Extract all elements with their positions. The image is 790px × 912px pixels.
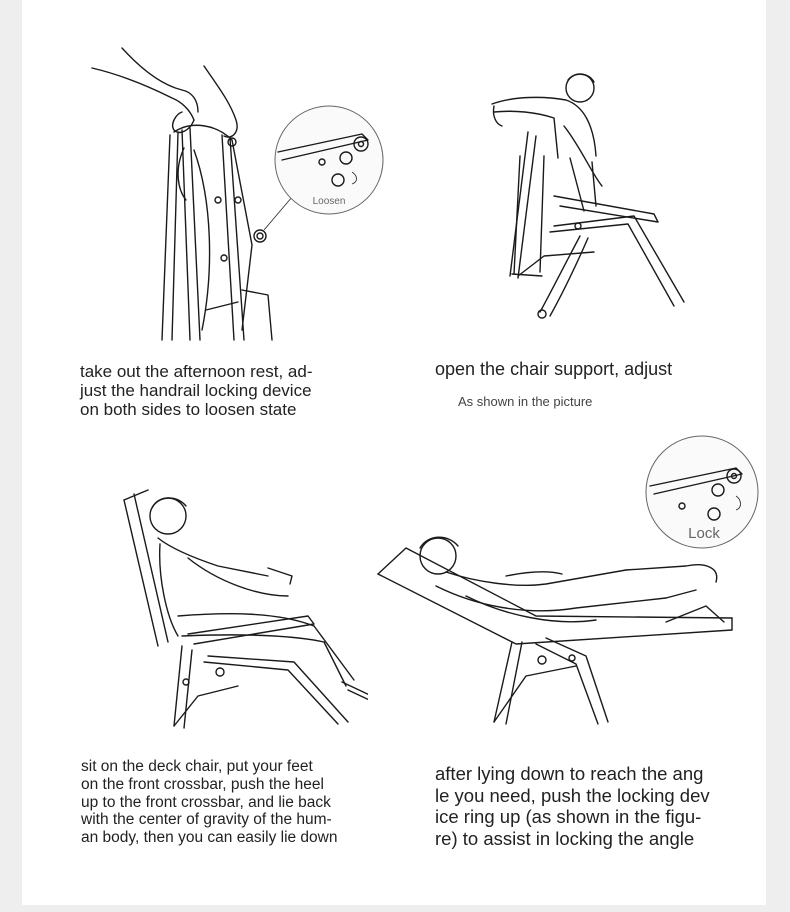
step2-caption-line: open the chair support, adjust	[435, 359, 673, 379]
step3-caption-line: on the front crossbar, push the heel	[81, 775, 324, 793]
step3-caption-line: an body, then you can easily lie down	[81, 829, 338, 847]
step2-subcaption: As shown in the picture	[458, 394, 593, 409]
lock-label: Lock	[688, 525, 720, 542]
step4-caption-line: le you need, push the locking dev	[435, 784, 710, 806]
step1-caption-line: take out the afternoon rest, ad-	[80, 362, 313, 381]
step4-caption-line: re) to assist in locking the angle	[435, 827, 695, 849]
step4-caption-line: ice ring up (as shown in the figu-	[435, 806, 702, 827]
step3-caption-line: with the center of gravity of the hum-	[81, 811, 332, 829]
loosen-label: Loosen	[312, 196, 346, 207]
step3-caption	[81, 758, 338, 847]
instruction-sheet	[22, 0, 766, 905]
step1-caption-line: on both sides to loosen state	[80, 400, 297, 419]
step1-caption-line: just the handrail locking device	[80, 381, 312, 400]
step3-caption-line: up to the front crossbar, and lie back	[81, 793, 331, 811]
reclining-illustration	[376, 526, 738, 726]
step2-caption	[435, 359, 672, 379]
step1-caption	[80, 362, 312, 419]
step4-caption	[435, 763, 725, 849]
lock-callout	[644, 434, 760, 550]
opening-chair-illustration	[484, 66, 704, 321]
loosen-callout	[272, 104, 386, 218]
step3-caption-line: sit on the deck chair, put your feet	[81, 758, 313, 775]
sitting-illustration	[118, 486, 368, 731]
step4-caption-line: after lying down to reach the ang	[435, 763, 704, 784]
